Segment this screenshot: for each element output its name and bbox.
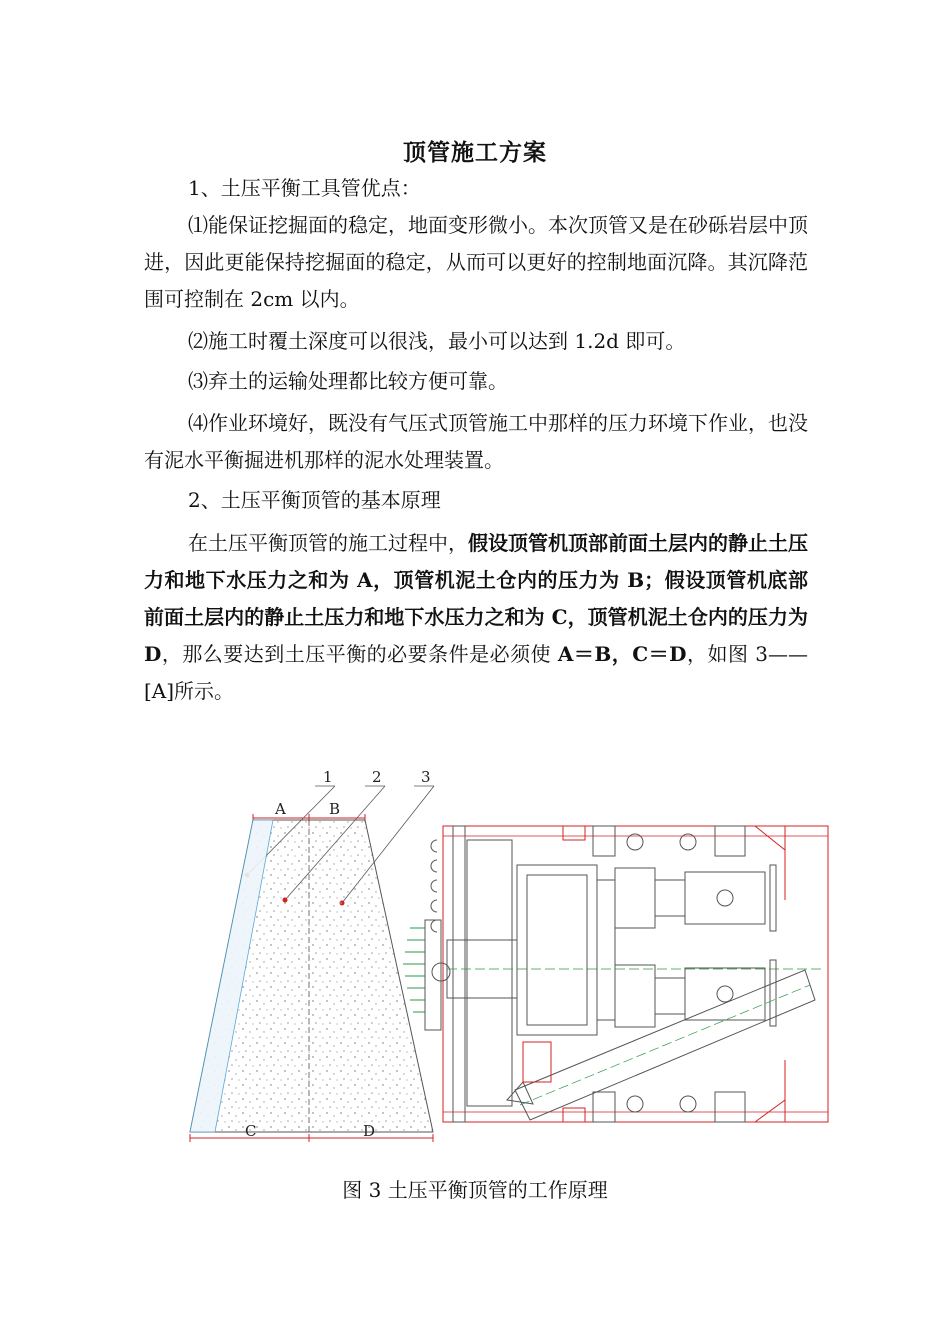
paragraph-5-bold-condition: 假设顶管机顶部前面土层内的静止土压力和地下水压力之和为 A，顶管机泥土仓内的压力为 B；假设顶管机底部前面土层内的静止土压力和地下水压力之和为 C，顶管机泥土仓内的压力为 D: [144, 531, 808, 666]
section-1-heading: 1、土压平衡工具管优点：: [188, 176, 421, 200]
figure-label-1: 1: [323, 768, 333, 786]
dimension-label-A: A: [275, 800, 286, 818]
paragraph-5-bold-equation: A＝B，C＝D: [557, 642, 687, 666]
paragraph-5-text-e: ，如图 3——[A]所示。: [144, 642, 808, 703]
figure-label-2: 2: [372, 768, 382, 786]
dimension-label-B: B: [329, 800, 341, 818]
section-2-heading: 2、土压平衡顶管的基本原理: [188, 488, 441, 512]
bottom-dimension-line: [190, 1134, 433, 1142]
document-title: 顶管施工方案: [403, 139, 547, 166]
dimension-label-C: C: [245, 1122, 257, 1140]
figure-caption: 图 3 土压平衡顶管的工作原理: [342, 1178, 608, 1202]
paragraph-5-text-a: 在土压平衡顶管的施工过程中，: [188, 531, 468, 555]
dimension-label-D: D: [363, 1122, 376, 1140]
paragraph-5: [144, 525, 808, 710]
paragraph-3: ⑶弃土的运输处理都比较方便可靠。: [188, 369, 508, 393]
pipe-jacking-machine: [403, 826, 828, 1122]
figure-3: [185, 760, 830, 1150]
soil-pressure-trapezoid: [190, 820, 433, 1136]
figure-3-drawing: [185, 760, 830, 1150]
paragraph-2: ⑵施工时覆土深度可以很浅，最小可以达到 1.2d 即可。: [188, 329, 686, 353]
paragraph-4: ⑷作业环境好，既没有气压式顶管施工中那样的压力环境下作业，也没有泥水平衡掘进机那样的泥水处理装置。: [144, 411, 808, 472]
figure-label-3: 3: [421, 768, 431, 786]
paragraph-5-text-c: ，那么要达到土压平衡的必要条件是必须使: [161, 642, 558, 666]
paragraph-1: ⑴能保证挖掘面的稳定，地面变形微小。本次顶管又是在砂砾岩层中顶进，因此更能保持挖掘面的稳定，从而可以更好的控制地面沉降。其沉降范围可控制在 2cm 以内。: [144, 213, 808, 311]
